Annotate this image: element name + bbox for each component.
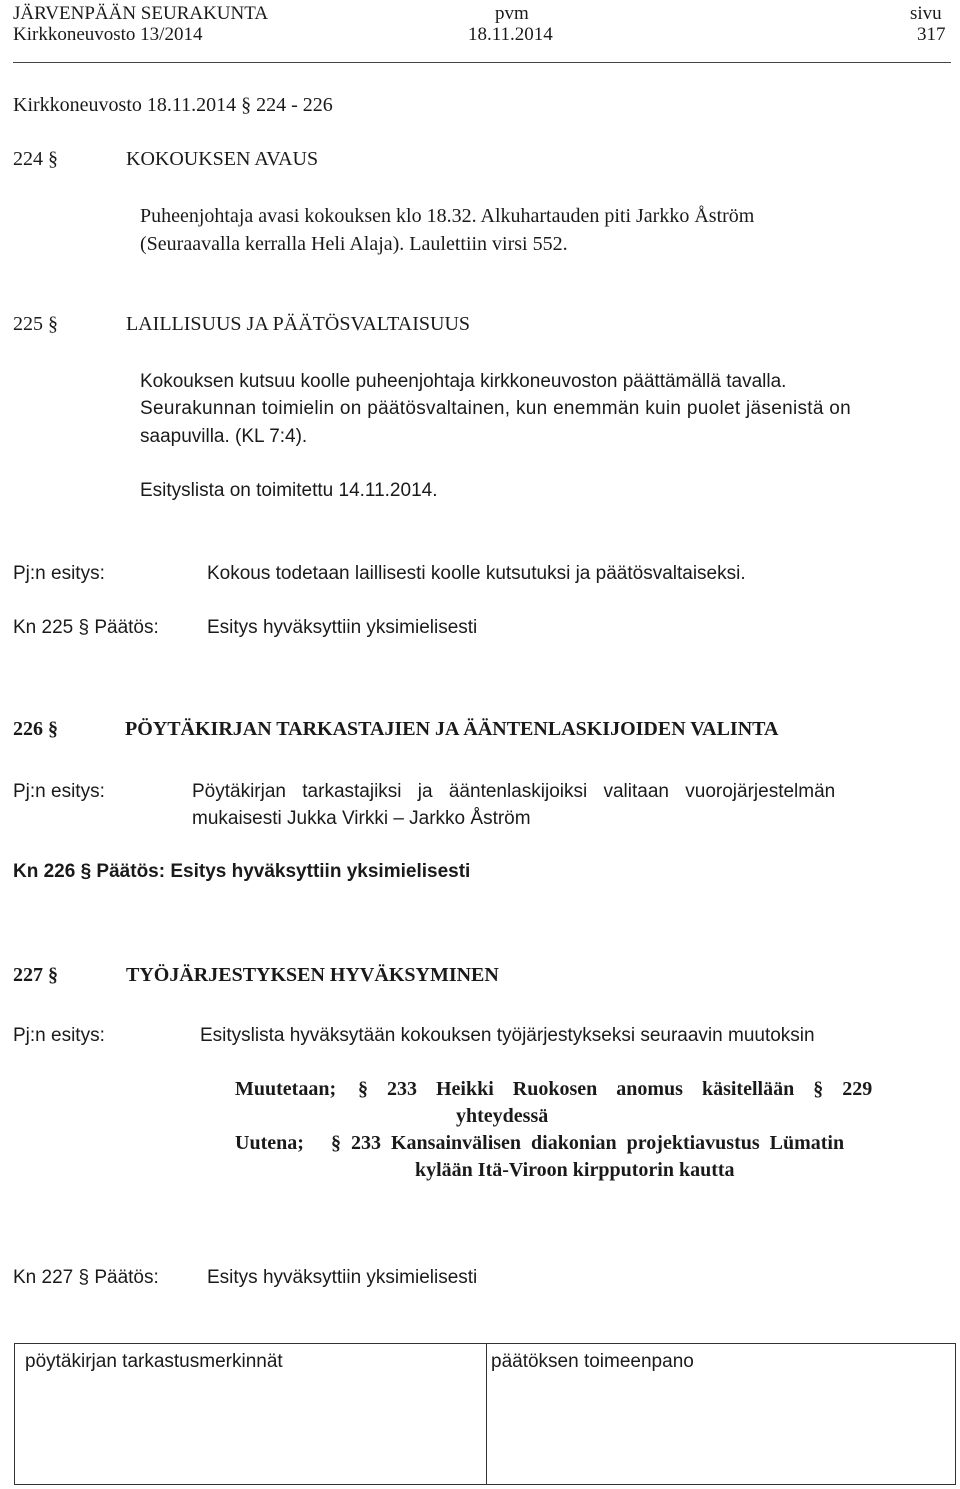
section-227-proposal: Esityslista hyväksytään kokouksen työjärjestykseksi seuraavin muutoksin	[200, 1025, 815, 1046]
header-page-number: 317	[917, 24, 946, 45]
section-225-body-line: saapuvilla. (KL 7:4).	[140, 426, 308, 447]
footer-box	[14, 1343, 956, 1485]
section-224-title: 224 § KOKOUKSEN AVAUS	[13, 148, 319, 170]
section-title: TYÖJÄRJESTYKSEN HYVÄKSYMINEN	[126, 964, 499, 986]
meeting-reference: Kirkkoneuvosto 18.11.2014 § 224 - 226	[13, 94, 333, 116]
section-title: KOKOUKSEN AVAUS	[126, 148, 319, 170]
section-225-decision-label: Kn 225 § Päätös:	[13, 617, 159, 638]
decision-label: Kn 226 § Päätös:	[13, 861, 166, 882]
section-225-proposal-label: Pj:n esitys:	[13, 563, 105, 584]
header-date-label: pvm	[495, 3, 529, 24]
change-label: Muutetaan;	[235, 1078, 337, 1100]
section-225-body-line: Esityslista on toimitettu 14.11.2014.	[140, 480, 438, 501]
decision-text: Esitys hyväksyttiin yksimielisesti	[170, 861, 471, 882]
section-225-decision: Esitys hyväksyttiin yksimielisesti	[207, 617, 478, 638]
header-date: 18.11.2014	[468, 24, 553, 45]
section-226-decision	[13, 861, 470, 883]
section-number: 226	[13, 718, 43, 740]
section-title: LAILLISUUS JA PÄÄTÖSVALTAISUUS	[126, 313, 471, 335]
section-225-title: 225 § LAILLISUUS JA PÄÄTÖSVALTAISUUS	[13, 313, 471, 335]
change-label: Uutena;	[235, 1132, 304, 1154]
section-227-title: 227 § TYÖJÄRJESTYKSEN HYVÄKSYMINEN	[13, 964, 499, 986]
header-session: Kirkkoneuvosto 13/2014	[13, 24, 203, 45]
section-227-proposal-label: Pj:n esitys:	[13, 1025, 105, 1046]
footer-box-divider	[486, 1344, 487, 1484]
section-226-title: 226 § PÖYTÄKIRJAN TARKASTAJIEN JA ÄÄNTENLASKIJOIDEN VALINTA	[13, 718, 779, 740]
change-text-line: § 233 Kansainvälisen diakonian projektiavustus Lümatin	[331, 1132, 845, 1154]
review-marks-label: pöytäkirjan tarkastusmerkinnät	[25, 1351, 283, 1372]
section-224-body-line: (Seuraavalla kerralla Heli Alaja). Laulettiin virsi 552.	[140, 233, 568, 255]
section-225-body-line: Seurakunnan toimielin on päätösvaltainen, kun enemmän kuin puolet jäsenistä on	[140, 398, 852, 419]
change-item	[235, 1132, 304, 1155]
change-text-line: kylään Itä-Viroon kirpputorin kautta	[415, 1159, 735, 1181]
section-227-decision-label: Kn 227 § Päätös:	[13, 1267, 159, 1288]
section-226-proposal-line: Pöytäkirjan tarkastajiksi ja ääntenlaskijoiksi valitaan vuorojärjestelmän	[192, 781, 836, 802]
section-225-proposal: Kokous todetaan laillisesti koolle kutsutuksi ja päätösvaltaiseksi.	[207, 563, 746, 584]
execution-label: päätöksen toimeenpano	[491, 1351, 694, 1372]
section-title: PÖYTÄKIRJAN TARKASTAJIEN JA ÄÄNTENLASKIJOIDEN VALINTA	[125, 718, 779, 740]
header-rule	[13, 62, 951, 63]
section-226-proposal-label: Pj:n esitys:	[13, 781, 105, 802]
header-org: JÄRVENPÄÄN SEURAKUNTA	[13, 3, 269, 24]
section-226-proposal-line: mukaisesti Jukka Virkki – Jarkko Åström	[192, 808, 531, 829]
section-number: 227	[13, 964, 43, 986]
section-225-body-line: Kokouksen kutsuu koolle puheenjohtaja kirkkoneuvoston päättämällä tavalla.	[140, 371, 787, 392]
section-227-decision: Esitys hyväksyttiin yksimielisesti	[207, 1267, 478, 1288]
section-224-body-line: Puheenjohtaja avasi kokouksen klo 18.32. Alkuhartauden piti Jarkko Åström	[140, 205, 755, 227]
section-number: 224	[13, 148, 43, 170]
header-page-label: sivu	[910, 3, 942, 24]
section-number: 225	[13, 313, 43, 335]
change-text-line: § 233 Heikki Ruokosen anomus käsitellään § 229	[358, 1078, 873, 1100]
change-text-line: yhteydessä	[456, 1105, 549, 1127]
